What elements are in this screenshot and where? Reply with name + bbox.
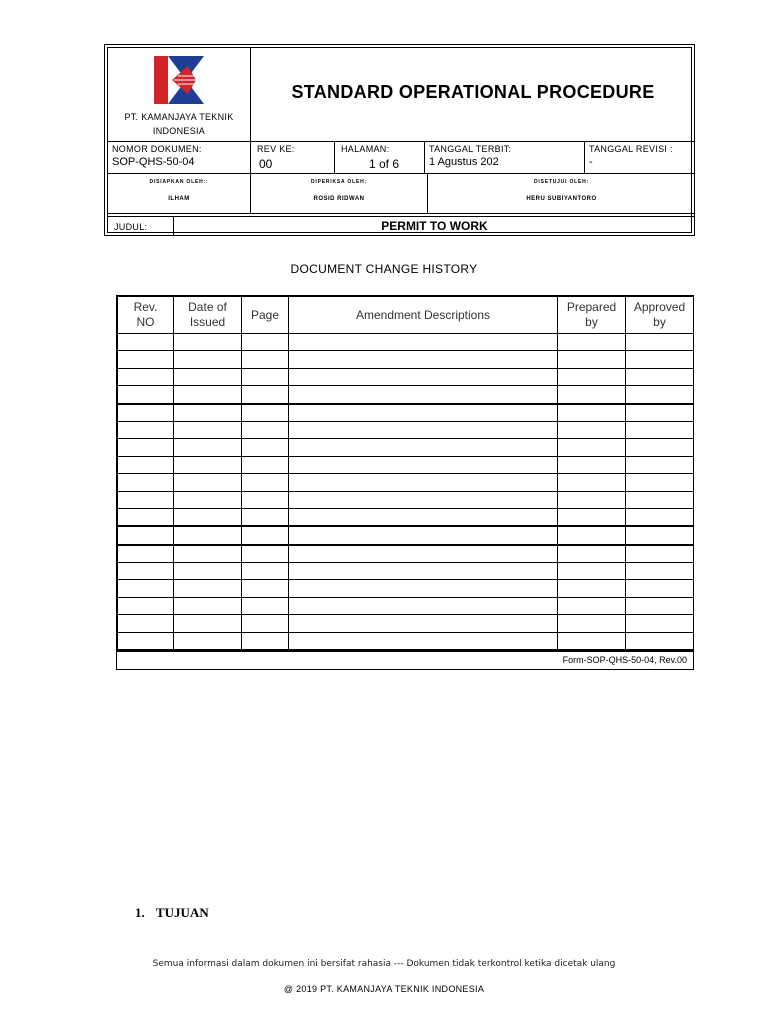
halaman-value: 1 of 6 xyxy=(369,157,400,171)
table-cell xyxy=(242,545,289,563)
nomor-dokumen-value: SOP-QHS-50-04 xyxy=(112,156,195,168)
table-cell xyxy=(242,456,289,473)
disiapkan-label: DISIAPKAN OLEH:: xyxy=(149,179,209,185)
table-cell xyxy=(626,474,694,491)
table-row xyxy=(118,597,694,614)
table-cell xyxy=(558,421,626,438)
table-cell xyxy=(289,545,558,563)
form-reference: Form-SOP-QHS-50-04, Rev.00 xyxy=(117,650,693,669)
table-cell xyxy=(118,439,174,456)
table-cell xyxy=(118,580,174,597)
table-cell xyxy=(242,439,289,456)
judul-value: PERMIT TO WORK xyxy=(381,219,488,233)
table-row xyxy=(118,580,694,597)
table-cell xyxy=(626,563,694,580)
table-cell xyxy=(558,404,626,422)
table-cell xyxy=(242,508,289,526)
table-cell xyxy=(289,368,558,385)
halaman-cell xyxy=(335,142,425,174)
table-cell xyxy=(626,491,694,508)
table-cell xyxy=(289,508,558,526)
disetujui-cell xyxy=(428,174,695,214)
table-cell xyxy=(289,439,558,456)
rev-ke-label: REV KE: xyxy=(257,144,295,154)
table-cell xyxy=(242,334,289,351)
table-row xyxy=(118,439,694,456)
confidential-notice: Semua informasi dalam dokumen ini bersifat rahasia --- Dokumen tidak terkontrol ketika dicetak ulang xyxy=(152,959,616,969)
document-title: STANDARD OPERATIONAL PROCEDURE xyxy=(291,82,655,102)
table-cell xyxy=(558,439,626,456)
table-cell xyxy=(558,508,626,526)
table-cell xyxy=(289,563,558,580)
history-title: DOCUMENT CHANGE HISTORY xyxy=(290,262,478,276)
table-cell xyxy=(626,404,694,422)
table-cell xyxy=(558,563,626,580)
col-page: Page xyxy=(242,297,289,334)
col-approved-by: Approved by xyxy=(626,297,694,334)
table-cell xyxy=(626,351,694,368)
section-title: TUJUAN xyxy=(156,905,209,920)
table-cell xyxy=(118,334,174,351)
table-cell xyxy=(558,580,626,597)
table-cell xyxy=(289,334,558,351)
table-row xyxy=(118,491,694,508)
table-cell xyxy=(558,456,626,473)
table-cell xyxy=(118,351,174,368)
table-cell xyxy=(626,508,694,526)
table-cell xyxy=(174,456,242,473)
table-cell xyxy=(118,526,174,544)
table-cell xyxy=(174,580,242,597)
table-cell xyxy=(626,526,694,544)
table-cell xyxy=(626,615,694,632)
tanggal-terbit-value: 1 Agustus 202 xyxy=(429,156,499,168)
table-cell xyxy=(558,368,626,385)
nomor-dokumen-cell xyxy=(108,142,251,174)
col-prepared-by: Prepared by xyxy=(558,297,626,334)
col-rev-no: Rev. NO xyxy=(118,297,174,334)
table-cell xyxy=(174,421,242,438)
logo-cell xyxy=(108,48,251,142)
table-cell xyxy=(242,563,289,580)
diperiksa-label: DIPERIKSA OLEH: xyxy=(311,179,367,185)
table-cell xyxy=(558,474,626,491)
table-row xyxy=(118,474,694,491)
table-cell xyxy=(242,368,289,385)
table-cell xyxy=(558,615,626,632)
document-header xyxy=(104,44,695,236)
copyright-notice: @ 2019 PT. KAMANJAYA TEKNIK INDONESIA xyxy=(283,984,485,994)
tanggal-terbit-label: TANGGAL TERBIT: xyxy=(429,144,512,154)
table-cell xyxy=(289,404,558,422)
change-history-table xyxy=(116,295,694,670)
table-cell xyxy=(242,580,289,597)
tanggal-revisi-label: TANGGAL REVISI : xyxy=(589,144,673,154)
table-cell xyxy=(242,632,289,649)
table-cell xyxy=(242,421,289,438)
table-cell xyxy=(174,526,242,544)
table-cell xyxy=(174,386,242,404)
table-cell xyxy=(174,508,242,526)
table-cell xyxy=(118,563,174,580)
table-cell xyxy=(242,615,289,632)
table-cell xyxy=(242,491,289,508)
table-cell xyxy=(626,456,694,473)
table-row xyxy=(118,421,694,438)
table-cell xyxy=(118,632,174,649)
disetujui-label: DISETUJUI OLEH: xyxy=(533,179,590,185)
table-cell xyxy=(174,545,242,563)
table-cell xyxy=(289,456,558,473)
judul-value-cell xyxy=(174,216,695,236)
table-cell xyxy=(626,545,694,563)
table-cell xyxy=(174,351,242,368)
title-cell xyxy=(251,48,695,142)
table-row xyxy=(118,404,694,422)
table-row xyxy=(118,615,694,632)
table-cell xyxy=(174,597,242,614)
table-row xyxy=(118,508,694,526)
diperiksa-cell xyxy=(251,174,428,214)
table-cell xyxy=(174,439,242,456)
table-cell xyxy=(118,474,174,491)
table-cell xyxy=(558,351,626,368)
table-cell xyxy=(289,421,558,438)
rev-ke-value: 00 xyxy=(259,157,273,171)
table-row xyxy=(118,632,694,649)
diperiksa-value: ROSID RIDWAN xyxy=(313,196,365,202)
table-cell xyxy=(289,474,558,491)
table-cell xyxy=(174,563,242,580)
table-cell xyxy=(242,474,289,491)
table-cell xyxy=(558,526,626,544)
table-cell xyxy=(118,508,174,526)
table-cell xyxy=(118,545,174,563)
table-cell xyxy=(174,474,242,491)
table-cell xyxy=(174,615,242,632)
table-cell xyxy=(289,351,558,368)
table-cell xyxy=(118,615,174,632)
table-cell xyxy=(174,632,242,649)
company-name: PT. KAMANJAYA TEKNIK INDONESIA xyxy=(124,112,234,136)
table-cell xyxy=(626,632,694,649)
table-cell xyxy=(242,597,289,614)
table-cell xyxy=(626,421,694,438)
rev-ke-cell xyxy=(251,142,335,174)
table-cell xyxy=(289,386,558,404)
table-cell xyxy=(558,632,626,649)
table-cell xyxy=(289,615,558,632)
table-cell xyxy=(289,632,558,649)
table-cell xyxy=(289,526,558,544)
table-row xyxy=(118,334,694,351)
table-row xyxy=(118,545,694,563)
table-cell xyxy=(558,491,626,508)
table-cell xyxy=(626,368,694,385)
disiapkan-value: ILHAM xyxy=(168,196,190,202)
table-cell xyxy=(626,580,694,597)
table-cell xyxy=(174,491,242,508)
history-body xyxy=(118,334,694,650)
table-cell xyxy=(289,580,558,597)
judul-label-cell xyxy=(108,216,174,236)
table-cell xyxy=(558,386,626,404)
judul-label: JUDUL: xyxy=(114,222,148,232)
table-cell xyxy=(174,368,242,385)
table-cell xyxy=(558,545,626,563)
table-cell xyxy=(242,404,289,422)
col-date-issued: Date of Issued xyxy=(174,297,242,334)
table-cell xyxy=(118,386,174,404)
table-cell xyxy=(558,597,626,614)
section-heading xyxy=(135,905,209,921)
nomor-dokumen-label: NOMOR DOKUMEN: xyxy=(112,144,202,154)
table-header-row xyxy=(118,297,694,334)
table-cell xyxy=(626,334,694,351)
table-cell xyxy=(626,597,694,614)
table-cell xyxy=(558,334,626,351)
halaman-label: HALAMAN: xyxy=(341,144,390,154)
table-cell xyxy=(242,351,289,368)
table-row xyxy=(118,386,694,404)
company-logo-icon xyxy=(152,54,208,106)
table-cell xyxy=(118,368,174,385)
table-cell xyxy=(242,386,289,404)
table-cell xyxy=(289,597,558,614)
table-cell xyxy=(118,456,174,473)
disetujui-value: HERU SUBIYANTORO xyxy=(526,196,597,202)
table-row xyxy=(118,563,694,580)
table-row xyxy=(118,526,694,544)
table-row xyxy=(118,456,694,473)
table-row xyxy=(118,351,694,368)
table-cell xyxy=(626,439,694,456)
tanggal-terbit-cell xyxy=(425,142,585,174)
disiapkan-cell xyxy=(108,174,251,214)
header-frame xyxy=(107,47,692,233)
table-cell xyxy=(118,404,174,422)
table-cell xyxy=(118,421,174,438)
table-cell xyxy=(242,526,289,544)
table-cell xyxy=(118,597,174,614)
table-cell xyxy=(289,491,558,508)
table-cell xyxy=(174,334,242,351)
table-row xyxy=(118,368,694,385)
table-cell xyxy=(626,386,694,404)
table-cell xyxy=(118,491,174,508)
table-cell xyxy=(174,404,242,422)
col-amendment: Amendment Descriptions xyxy=(289,297,558,334)
tanggal-revisi-cell xyxy=(585,142,695,174)
tanggal-revisi-value: - xyxy=(589,156,593,168)
section-number: 1. xyxy=(135,905,145,920)
